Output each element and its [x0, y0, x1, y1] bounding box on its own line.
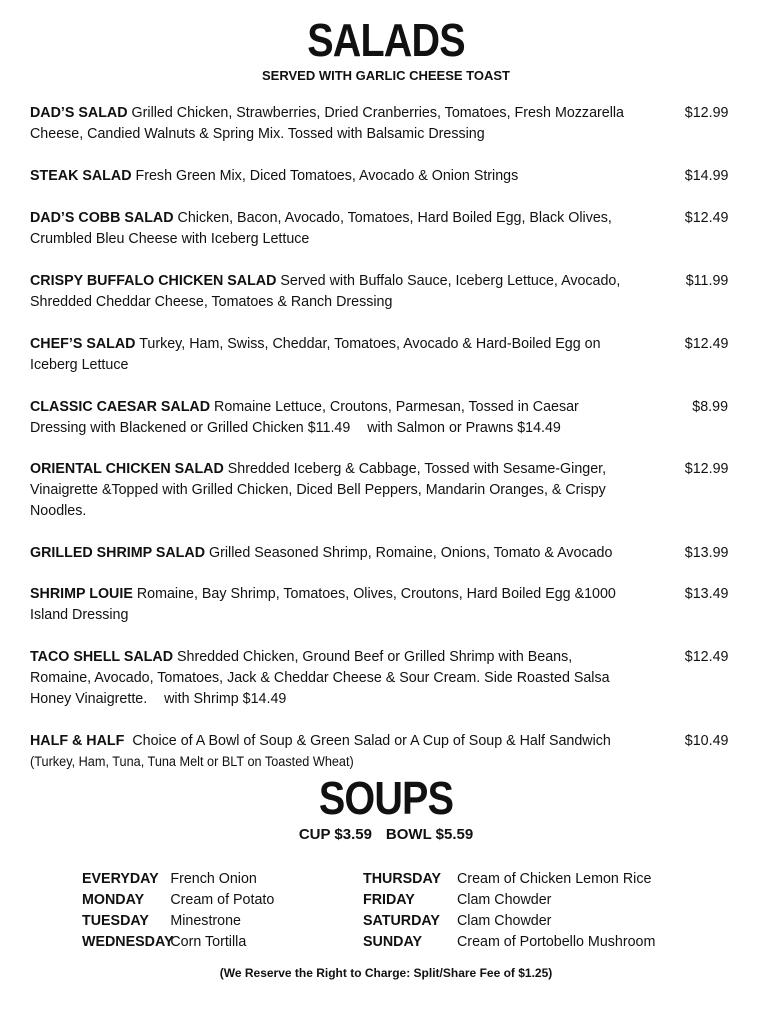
schedule-row [363, 931, 720, 952]
item-price: $11.99 [685, 272, 728, 289]
item-price: $13.99 [684, 544, 728, 561]
item-name: STEAK SALAD [30, 167, 132, 184]
item-price: $14.99 [684, 167, 728, 184]
item-note: (Turkey, Ham, Tuna, Tuna Melt or BLT on Toasted Wheat) [30, 754, 354, 769]
item-extra: with Shrimp $14.49 [164, 690, 287, 707]
schedule-soup: Cream of Chicken Lemon Rice [457, 870, 652, 887]
schedule-day: WEDNESDAY [82, 933, 174, 950]
item-description: Grilled Seasoned Shrimp, Romaine, Onions, Tomato & Avocado [209, 544, 613, 561]
schedule-row [363, 910, 720, 931]
item-name: DAD’S COBB SALAD [30, 209, 174, 226]
schedule-day: FRIDAY [363, 891, 415, 908]
item-price: $8.99 [692, 398, 728, 415]
item-price: $13.49 [684, 585, 728, 602]
item-description: Served with Buffalo Sauce, Iceberg Lettuce, Avocado, Shredded Cheddar Cheese, Tomatoes & Ranch Dressing [30, 272, 621, 310]
soup-cup-price: CUP $3.59 [298, 826, 372, 843]
soup-schedule-right [363, 868, 720, 952]
schedule-day: EVERYDAY [82, 870, 159, 887]
split-fee-note: (We Reserve the Right to Charge: Split/Share Fee of $1.25) [219, 966, 553, 980]
schedule-soup: Minestrone [170, 912, 241, 929]
item-price: $12.99 [684, 460, 728, 477]
schedule-row [363, 868, 720, 889]
schedule-day: THURSDAY [363, 870, 442, 887]
salads-subtitle: SERVED WITH GARLIC CHEESE TOAST [262, 68, 510, 83]
item-price: $12.49 [684, 335, 728, 352]
item-name: CHEF’S SALAD [30, 335, 136, 352]
item-description: Grilled Chicken, Strawberries, Dried Cranberries, Tomatoes, Fresh Mozzarella Cheese, Candied Walnuts & Spring Mix. Tossed with Balsamic Dressing [30, 104, 624, 142]
schedule-soup: Clam Chowder [457, 891, 552, 908]
item-description: Choice of A Bowl of Soup & Green Salad or A Cup of Soup & Half Sandwich [132, 732, 611, 749]
item-price: $12.49 [684, 648, 728, 665]
item-name: HALF & HALF [30, 732, 125, 749]
item-extra: with Salmon or Prawns $14.49 [367, 419, 561, 436]
soup-schedule-left [82, 868, 345, 952]
schedule-soup: Cream of Portobello Mushroom [457, 933, 656, 950]
schedule-row [82, 931, 345, 952]
soups-prices [0, 826, 772, 843]
item-description: Romaine Lettuce, Croutons, Parmesan, Tossed in Caesar Dressing with Blackened or Grilled Chicken $11.49 [30, 398, 579, 436]
soup-bowl-price: BOWL $5.59 [385, 826, 474, 843]
salads-title: SALADS [307, 14, 465, 66]
item-name: GRILLED SHRIMP SALAD [30, 544, 206, 561]
schedule-row [82, 910, 345, 931]
item-description: Fresh Green Mix, Diced Tomatoes, Avocado & Onion Strings [135, 167, 519, 184]
item-description: Shredded Chicken, Ground Beef or Grilled Shrimp with Beans, Romaine, Avocado, Tomatoes, Jack & Cheddar Cheese & Sour Cream. Side Roasted Salsa Honey Vinaigrette. [30, 648, 610, 707]
item-name: CRISPY BUFFALO CHICKEN SALAD [30, 272, 277, 289]
item-price: $10.49 [684, 732, 728, 749]
item-price: $12.99 [684, 104, 728, 121]
item-name: SHRIMP LOUIE [30, 585, 133, 602]
schedule-row [82, 868, 345, 889]
schedule-soup: Clam Chowder [457, 912, 552, 929]
item-description: Romaine, Bay Shrimp, Tomatoes, Olives, Croutons, Hard Boiled Egg &1000 Island Dressing [30, 585, 616, 623]
schedule-day: SUNDAY [363, 933, 422, 950]
schedule-row [363, 889, 720, 910]
schedule-soup: Corn Tortilla [170, 933, 247, 950]
item-name: CLASSIC CAESAR SALAD [30, 398, 211, 415]
schedule-row [82, 889, 345, 910]
item-description: Turkey, Ham, Swiss, Cheddar, Tomatoes, Avocado & Hard-Boiled Egg on Iceberg Lettuce [30, 335, 601, 373]
schedule-soup: French Onion [170, 870, 257, 887]
item-description: Chicken, Bacon, Avocado, Tomatoes, Hard Boiled Egg, Black Olives, Crumbled Bleu Cheese with Iceberg Lettuce [30, 209, 612, 247]
item-name: DAD’S SALAD [30, 104, 128, 121]
item-name: ORIENTAL CHICKEN SALAD [30, 460, 224, 477]
schedule-day: MONDAY [82, 891, 145, 908]
schedule-day: TUESDAY [82, 912, 149, 929]
item-name: TACO SHELL SALAD [30, 648, 174, 665]
schedule-day: SATURDAY [363, 912, 440, 929]
item-price: $12.49 [684, 209, 728, 226]
schedule-soup: Cream of Potato [170, 891, 275, 908]
soups-title: SOUPS [318, 772, 454, 824]
item-description: Shredded Iceberg & Cabbage, Tossed with Sesame-Ginger, Vinaigrette &Topped with Grilled Chicken, Diced Bell Peppers, Mandarin Oranges, & Crispy Noodles. [30, 460, 607, 519]
